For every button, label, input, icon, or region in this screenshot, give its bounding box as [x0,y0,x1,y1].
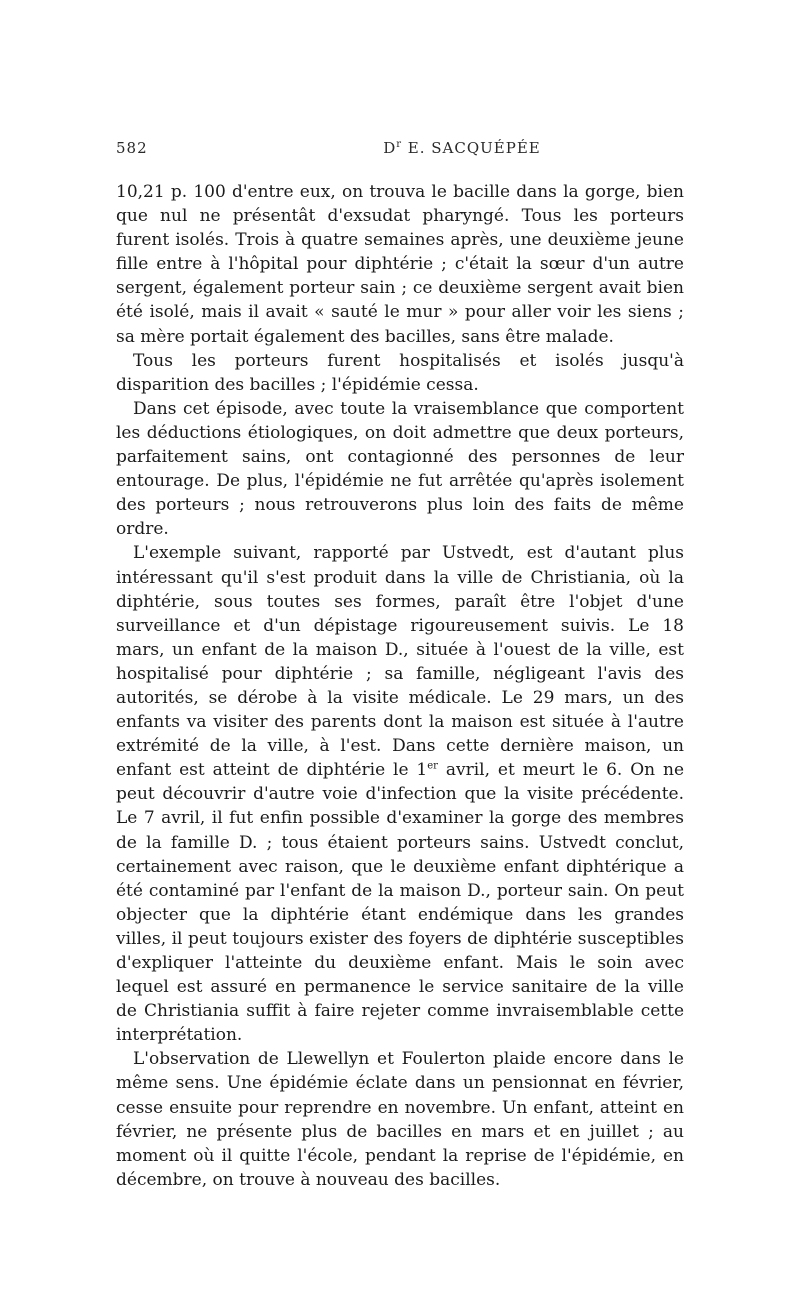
paragraph-carriers-isolated: Tous les porteurs furent hospitalisés et isolés jusqu'à disparition des bacilles ; l'épidémie cessa. [116,350,684,395]
paragraph-ustvedt-example [116,541,684,1047]
author-name: E. SACQUÉPÉE [402,139,541,157]
body-text [116,180,684,1192]
running-head-author [322,139,602,157]
ustvedt-text-after: avril, et meurt le 6. On ne peut découvrir d'autre voie d'infection que la visite précédente. Le 7 avril, il fut enfin possible d'examiner la gorge des membres de la famille D. ; tous étaient porteurs sains. Ustvedt conclut, certainement avec raison, que le deuxième enfant diphtérique a été contaminé par l'enfant de la maison D., porteur sain. On peut objecter que la diphtérie étant endémique dans les grandes villes, il peut toujours exister des foyers de diphtérie susceptibles d'expliquer l'atteinte du deuxième enfant. Mais le soin avec lequel est assuré en permanence le service sanitaire de la ville de Christiania suffit à faire rejeter comme invraisemblable cette interprétation. [116,760,684,1046]
author-prefix-superscript: r [396,139,403,150]
ordinal-superscript: er [427,760,438,772]
paragraph-continuation: 10,21 p. 100 d'entre eux, on trouva le bacille dans la gorge, bien que nul ne présentât d'exsudat pharyngé. Tous les porteurs furent isolés. Trois à quatre semaines après, une deuxième jeune fille entre à l'hôpital pour diphtérie ; c'était la sœur d'un autre sergent, également porteur sain ; ce deuxième sergent avait bien été isolé, mais il avait « sauté le mur » pour aller voir les siens ; sa mère portait également des bacilles, sans être malade. [116,182,684,347]
paragraph-episode-deduction: Dans cet épisode, avec toute la vraisemblance que comportent les déductions étiologiques, on doit admettre que deux porteurs, parfaitement sains, ont contagionné des personnes de leur entourage. De plus, l'épidémie ne fut arrêtée qu'après isolement des porteurs ; nous retrouverons plus loin des faits de même ordre. [116,398,684,540]
author-prefix: D [383,139,397,157]
paragraph-llewellyn-observation: L'observation de Llewellyn et Foulerton plaide encore dans le même sens. Une épidémie éclate dans un pensionnat en février, cesse ensuite pour reprendre en novembre. Un enfant, atteint en février, ne présente plus de bacilles en mars et en juillet ; au moment où il quitte l'école, pendant la reprise de l'épidémie, en décembre, on trouve à nouveau des bacilles. [116,1049,684,1190]
page-header [116,139,684,167]
page-number: 582 [116,139,148,157]
ustvedt-text-before: L'exemple suivant, rapporté par Ustvedt, est d'autant plus intéressant qu'il s'est produit dans la ville de Christiania, où la diphtérie, sous toutes ses formes, paraît être l'objet d'une surveillance et d'un dépistage rigoureusement suivis. Le 18 mars, un enfant de la maison D., située à l'ouest de la ville, est hospitalisé pour diphtérie ; sa famille, négligeant l'avis des autorités, se dérobe à la visite médicale. Le 29 mars, un des enfants va visiter des parents dont la maison est située à l'autre extrémité de la ville, à l'est. Dans cette dernière maison, un enfant est atteint de diphtérie le 1 [116,543,684,781]
